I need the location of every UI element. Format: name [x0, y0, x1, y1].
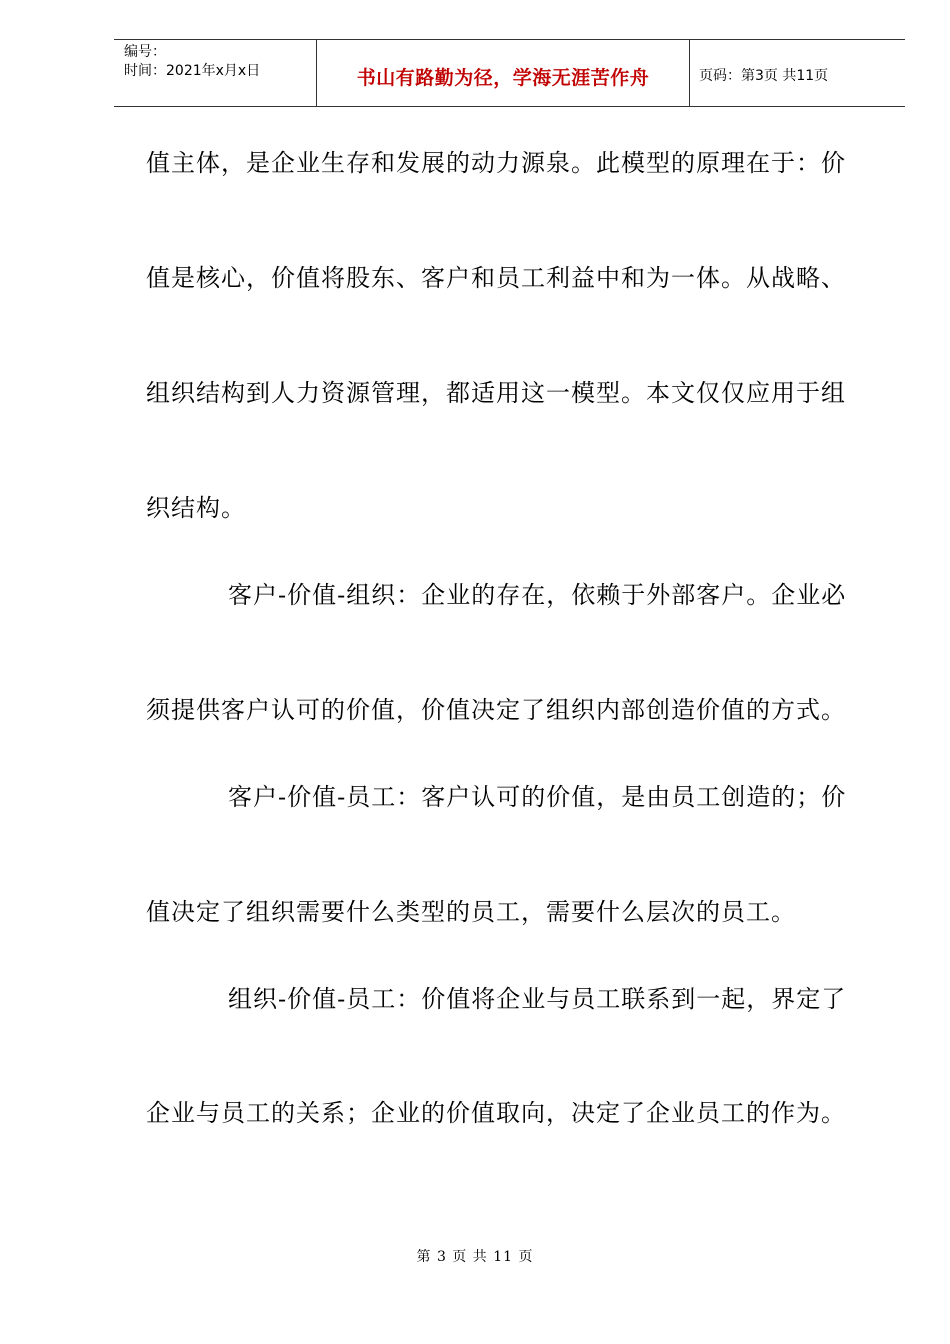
document-time-label: 时间：2021年x月x日	[124, 63, 261, 79]
body-line: 客户-价值-组织：企业的存在，依赖于外部客户。企业必	[228, 581, 847, 609]
header-page-info: 页码：第3页 共11页	[699, 68, 829, 84]
body-line: 企业与员工的关系；企业的价值取向，决定了企业员工的作为。	[146, 1099, 846, 1127]
body-line: 值决定了组织需要什么类型的员工，需要什么层次的员工。	[146, 898, 796, 926]
body-line: 组织-价值-员工：价值将企业与员工联系到一起，界定了	[228, 985, 847, 1013]
body-line: 客户-价值-员工：客户认可的价值，是由员工创造的；价	[228, 783, 847, 811]
header-divider-right	[689, 40, 690, 106]
header-meta	[124, 43, 260, 81]
body-line: 织结构。	[146, 494, 246, 522]
document-number-label: 编号：	[124, 44, 166, 60]
body-line: 须提供客户认可的价值，价值决定了组织内部创造价值的方式。	[146, 696, 846, 724]
body-line: 值主体，是企业生存和发展的动力源泉。此模型的原理在于：价	[146, 149, 846, 177]
header-motto: 书山有路勤为径，学海无涯苦作舟	[356, 67, 650, 89]
page-header	[114, 39, 905, 107]
page-footer: 第 3 页 共 11 页	[416, 1249, 534, 1265]
body-line: 值是核心，价值将股东、客户和员工利益中和为一体。从战略、	[146, 264, 846, 292]
body-line: 组织结构到人力资源管理，都适用这一模型。本文仅仅应用于组	[146, 379, 846, 407]
